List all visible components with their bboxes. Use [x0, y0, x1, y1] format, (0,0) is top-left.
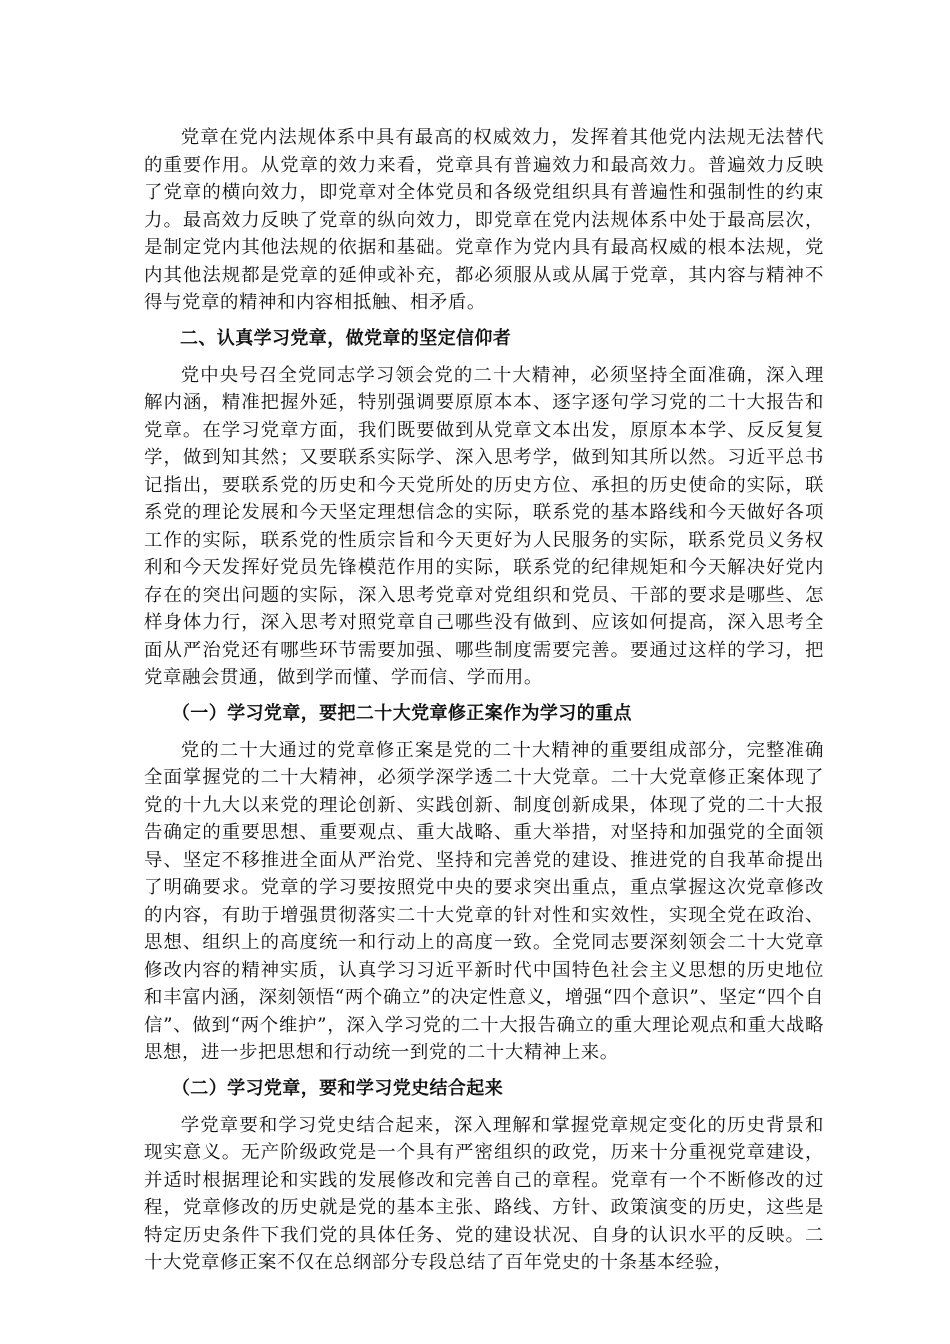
- subsection-heading: （二）学习党章，要和学习党史结合起来: [171, 1077, 504, 1099]
- section-heading: 二、认真学习党章，做党章的坚定信仰者: [180, 327, 512, 349]
- subsection-heading: （一）学习党章，要把二十大党章修正案作为学习的重点: [171, 702, 632, 724]
- body-paragraph: 学党章要和学习党史结合起来，深入理解和掌握党章规定变化的历史背景和现实意义。无产阶级政党是一个具有严密组织的政党，历来十分重视党章建设，并适时根据理论和实践的发展修改和完善自己的章程。党章有一个不断修改的过程，党章修改的历史就是党的基本主张、路线、方针、政策演变的历史，这些是特定历史条件下我们党的具体任务、党的建设状况、自身的认识水平的反映。二十大党章修正案不仅在总纲部分专段总结了百年党史的十条基本经验，: [144, 1114, 824, 1273]
- body-paragraph: 党的二十大通过的党章修正案是党的二十大精神的重要组成部分，完整准确全面掌握党的二十大精神，必须学深学透二十大党章。二十大党章修正案体现了党的十九大以来党的理论创新、实践创新、制度创新成果，体现了党的二十大报告确定的重要思想、重要观点、重大战略、重大举措，对坚持和加强党的全面领导、坚定不移推进全面从严治党、坚持和完善党的建设、推进党的自我革命提出了明确要求。党章的学习要按照党中央的要求突出重点，重点掌握这次党章修改的内容，有助于增强贯彻落实二十大党章的针对性和实效性，实现全党在政治、思想、组织上的高度统一和行动上的高度一致。全党同志要深刻领会二十大党章修改内容的精神实质，认真学习习近平新时代中国特色社会主义思想的历史地位和丰富内涵，深刻领悟“两个确立”的决定性意义，增强“四个意识”、坚定“四个自信”、做到“两个维护”，深入学习党的二十大报告确立的重大理论观点和重大战略思想，进一步把思想和行动统一到党的二十大精神上来。: [144, 739, 824, 1063]
- document-page: [144, 124, 824, 1277]
- body-paragraph: 党章在党内法规体系中具有最高的权威效力，发挥着其他党内法规无法替代的重要作用。从党章的效力来看，党章具有普遍效力和最高效力。普遍效力反映了党章的横向效力，即党章对全体党员和各级党组织具有普遍性和强制性的约束力。最高效力反映了党章的纵向效力，即党章在党内法规体系中处于最高层次，是制定党内其他法规的依据和基础。党章作为党内具有最高权威的根本法规，党内其他法规都是党章的延伸或补充，都必须服从或从属于党章，其内容与精神不得与党章的精神和内容相抵触、相矛盾。: [144, 127, 824, 313]
- body-paragraph: 党中央号召全党同志学习领会党的二十大精神，必须坚持全面准确，深入理解内涵，精准把握外延，特别强调要原原本本、逐字逐句学习党的二十大报告和党章。在学习党章方面，我们既要做到从党章文本出发，原原本本学、反反复复学，做到知其然；又要联系实际学、深入思考学，做到知其所以然。习近平总书记指出，要联系党的历史和今天党所处的历史方位、承担的历史使命的实际，联系党的理论发展和今天坚定理想信念的实际，联系党的基本路线和今天做好各项工作的实际，联系党的性质宗旨和今天更好为人民服务的实际，联系党员义务权利和今天发挥好党员先锋模范作用的实际，联系党的纪律规矩和今天解决好党内存在的突出问题的实际，深入思考党章对党组织和党员、干部的要求是哪些、怎样身体力行，深入思考对照党章自己哪些没有做到、应该如何提高，深入思考全面从严治党还有哪些环节需要加强、哪些制度需要完善。要通过这样的学习，把党章融会贯通，做到学而懂、学而信、学而用。: [144, 364, 824, 688]
